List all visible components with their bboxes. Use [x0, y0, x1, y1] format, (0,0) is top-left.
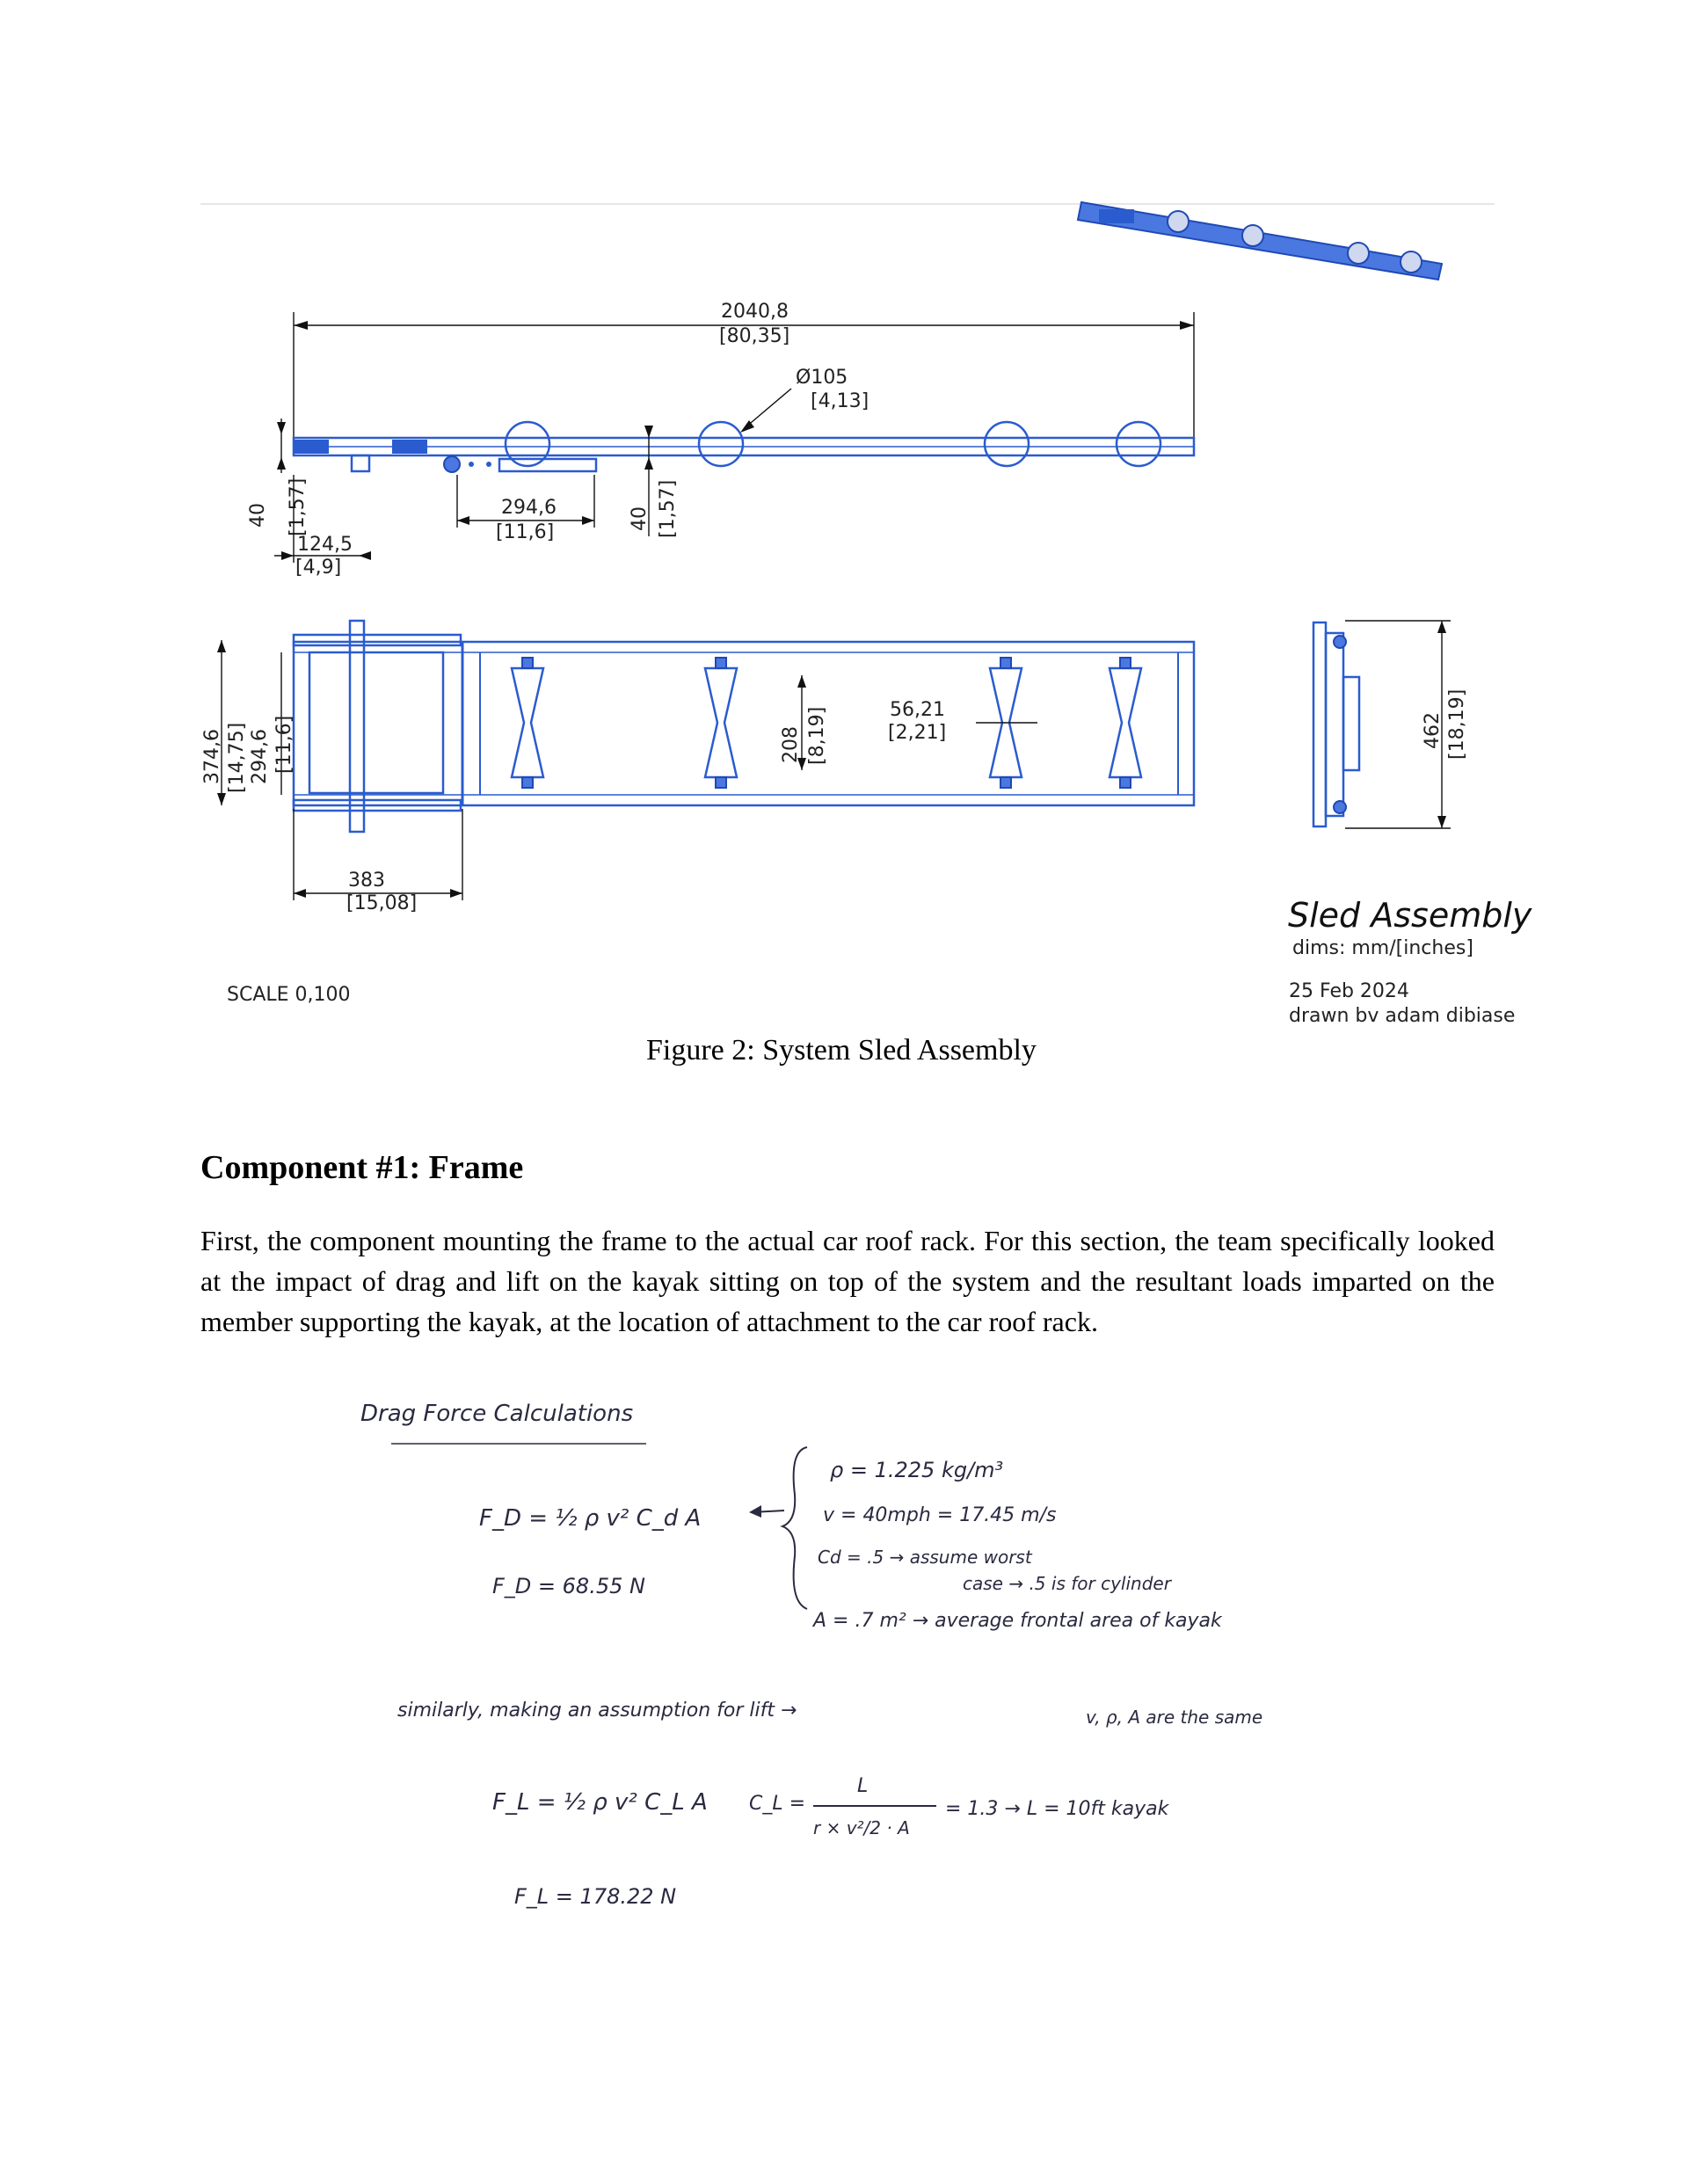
- dim-bay-length-in: [15,08]: [346, 892, 418, 914]
- dim-slot-length-in: [11,6]: [496, 521, 555, 543]
- section-paragraph: First, the component mounting the frame to the actual car roof rack. For this section, the team specifically looked at the impact of drag and lift on the kayak sitting on top of the system and the resultant loads imparted on the member supporting the kayak, at the location of attachment to the car roof rack.: [200, 1225, 1495, 1337]
- dim-roller-height-in: [8,19]: [806, 706, 828, 765]
- dim-plan-width-in: [14,75]: [226, 722, 248, 793]
- drag-equation: F_D = ½ ρ v² C_d A: [479, 1505, 702, 1532]
- lift-result: F_L = 178.22 N: [514, 1884, 677, 1909]
- drag-result: F_D = 68.55 N: [492, 1574, 645, 1598]
- dim-wheel-dia-in: [4,13]: [811, 390, 869, 412]
- drawing-title: Sled Assembly: [1288, 896, 1532, 935]
- dim-roller-height: 208: [780, 726, 802, 763]
- dim-slot-length: 294,6: [501, 497, 557, 519]
- cl-numerator: L: [857, 1775, 869, 1797]
- dim-mid-height: 40: [629, 506, 651, 531]
- dim-plan-width: 374,6: [201, 729, 223, 784]
- drawing-date: 25 Feb 2024: [1289, 980, 1409, 1002]
- dim-wheel-dia: Ø105: [796, 367, 848, 389]
- dim-mid-height-in: [1,57]: [657, 479, 679, 538]
- handwritten-calculations: [0, 1372, 1688, 1969]
- similarly-note: similarly, making an assumption for lift →: [397, 1700, 797, 1722]
- dim-roller-gap: 56,21: [890, 699, 945, 721]
- dim-plan-inner-in: [11,6]: [273, 715, 295, 774]
- dim-bay-length: 383: [348, 870, 385, 892]
- velocity-value: v = 40mph = 17.45 m/s: [823, 1504, 1057, 1526]
- drawing-author: drawn bv adam dibiase: [1289, 1005, 1516, 1027]
- dim-overall-length: 2040,8: [721, 301, 789, 323]
- drawing-units: dims: mm/[inches]: [1292, 937, 1473, 959]
- lift-equation: F_L = ½ ρ v² C_L A: [492, 1789, 708, 1816]
- end-view: [1313, 621, 1468, 828]
- drawing-scale: SCALE 0,100: [227, 984, 351, 1006]
- dim-end-offset-in: [4,9]: [295, 557, 342, 579]
- dim-roller-gap-in: [2,21]: [888, 722, 947, 744]
- same-note: v, ρ, A are the same: [1086, 1707, 1263, 1728]
- dim-end-offset: 124,5: [297, 534, 353, 556]
- side-view: [247, 301, 1194, 579]
- figure-caption: Figure 2: System Sled Assembly: [646, 1034, 1037, 1067]
- cl-value: = 1.3 → L = 10ft kayak: [945, 1798, 1169, 1820]
- area-value: A = .7 m² → average frontal area of kayak: [813, 1610, 1222, 1632]
- cl-denominator: r × v²/2 · A: [813, 1817, 910, 1838]
- dim-end-width: 462: [1422, 712, 1444, 749]
- dim-plan-inner: 294,6: [249, 729, 271, 784]
- rho-value: ρ = 1.225 kg/m³: [830, 1458, 1004, 1482]
- cd-value: Cd = .5 → assume worst: [818, 1547, 1032, 1568]
- plan-view: [201, 621, 1194, 914]
- dim-side-height-in: [1,57]: [287, 477, 309, 536]
- dim-end-width-in: [18,19]: [1446, 688, 1468, 760]
- dim-side-height: 40: [247, 503, 269, 528]
- notes-title: Drag Force Calculations: [360, 1401, 634, 1427]
- cl-label: C_L =: [749, 1793, 806, 1815]
- dim-overall-length-in: [80,35]: [719, 325, 790, 347]
- iso-view-thumbnail: [1078, 202, 1442, 280]
- section-heading: Component #1: Frame: [200, 1149, 524, 1186]
- cd-note: case → .5 is for cylinder: [963, 1573, 1171, 1594]
